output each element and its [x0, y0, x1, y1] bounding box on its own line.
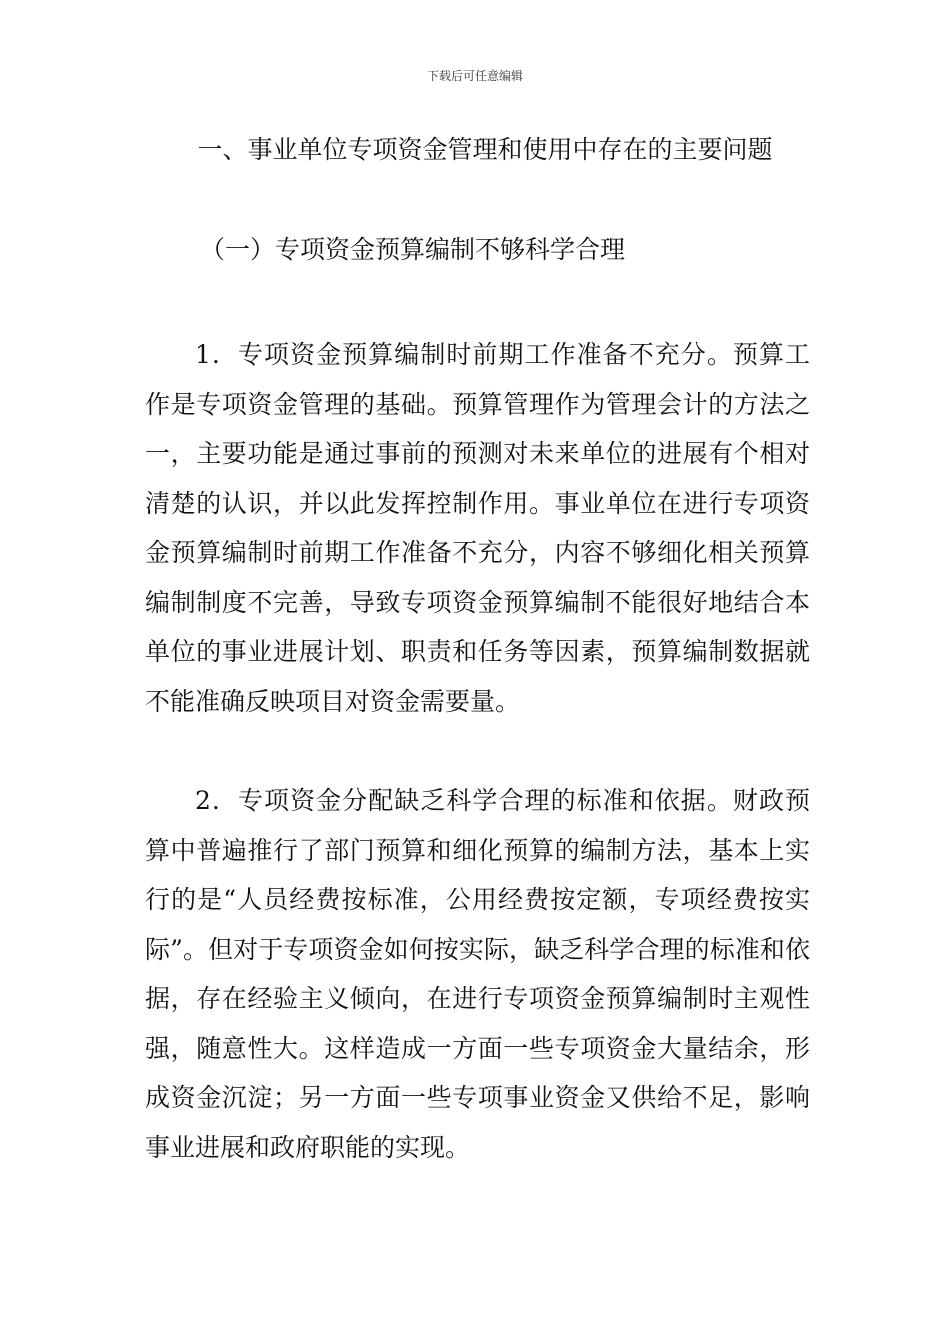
paragraph-2: 2．专项资金分配缺乏科学合理的标准和依据。财政预算中普遍推行了部门预算和细化预算的编制方法，基本上实行的是“人员经费按标准，公用经费按定额，专项经费按实际”。但对于专项资金如何按实际，缺乏科学合理的标准和依据，存在经验主义倾向，在进行专项资金预算编制时主观性强，随意性大。这样造成一方面一些专项资金大量结余，形成资金沉淀；另一方面一些专项事业资金又供给不足，影响事业进展和政府职能的实现。 — [145, 786, 810, 1162]
header-note: 下载后可任意编辑 — [426, 69, 523, 83]
subsection-heading: （一）专项资金预算编制不够科学合理 — [200, 235, 626, 264]
paragraph-1: 1．专项资金预算编制时前期工作准备不充分。预算工作是专项资金管理的基础。预算管理作为管理会计的方法之一，主要功能是通过事前的预测对未来单位的进展有个相对清楚的认识，并以此发挥控制作用。事业单位在进行专项资金预算编制时前期工作准备不充分，内容不够细化相关预算编制制度不完善，导致专项资金预算编制不能很好地结合本单位的事业进展计划、职责和任务等因素，预算编制数据就不能准确反映项目对资金需要量。 — [145, 340, 810, 716]
section-heading: 一、事业单位专项资金管理和使用中存在的主要问题 — [197, 135, 773, 164]
